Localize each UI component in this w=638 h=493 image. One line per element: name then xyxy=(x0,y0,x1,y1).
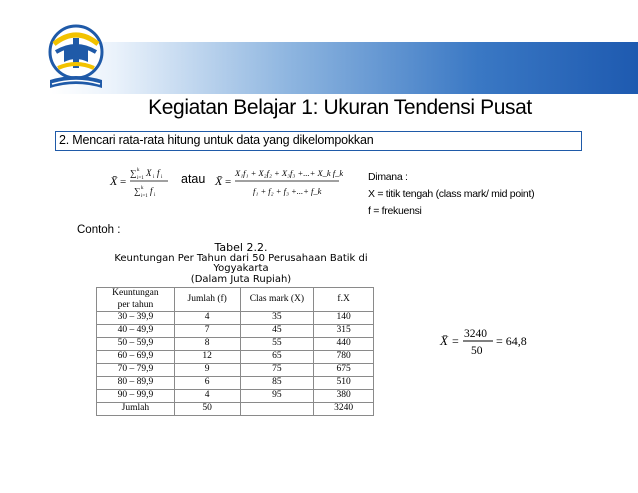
header-jumlah: Jumlah (f) xyxy=(174,288,240,312)
svg-text:X: X xyxy=(146,168,152,178)
svg-text:f₁ + f₂ + f₃ +...+ f_k: f₁ + f₂ + f₃ +...+ f_k xyxy=(253,186,322,196)
cell-x: 85 xyxy=(240,377,314,390)
frequency-table xyxy=(96,287,374,416)
svg-text:X̄: X̄ xyxy=(215,174,223,188)
table-row xyxy=(97,351,374,364)
result-numerator: 3240 xyxy=(464,328,487,340)
table-row xyxy=(97,338,374,351)
svg-text:∑: ∑ xyxy=(130,168,137,178)
cell-range: 60 – 69,9 xyxy=(97,351,175,364)
section-subtitle: 2. Mencari rata-rata hitung untuk data yang dikelompokkan xyxy=(55,131,582,151)
cell-fx: 510 xyxy=(314,377,374,390)
table-header-row xyxy=(97,288,374,312)
svg-text:i: i xyxy=(153,175,155,180)
mean-formula-sigma xyxy=(108,163,178,201)
svg-text:i=1: i=1 xyxy=(137,176,144,181)
cell-fx: 140 xyxy=(314,312,374,325)
result-denominator: 50 xyxy=(471,345,483,357)
header-keuntungan-line1: Keuntungan xyxy=(112,288,159,298)
cell-range: 40 – 49,9 xyxy=(97,325,175,338)
dimana-heading: Dimana : xyxy=(368,171,408,183)
total-label: Jumlah xyxy=(97,403,175,416)
university-logo-icon xyxy=(44,22,108,96)
cell-fx: 315 xyxy=(314,325,374,338)
cell-fx: 440 xyxy=(314,338,374,351)
cell-fx: 380 xyxy=(314,390,374,403)
svg-text:i: i xyxy=(161,175,163,180)
dimana-legend xyxy=(368,169,534,220)
mean-formula-expanded xyxy=(213,163,343,201)
cell-f: 4 xyxy=(174,390,240,403)
dimana-line-f: f = frekuensi xyxy=(368,205,422,217)
table-total-row xyxy=(97,403,374,416)
table-row xyxy=(97,364,374,377)
cell-f: 12 xyxy=(174,351,240,364)
cell-range: 80 – 89,9 xyxy=(97,377,175,390)
table-row xyxy=(97,390,374,403)
header-clas-mark: Clas mark (X) xyxy=(240,288,314,312)
table-subtitle-2: (Dalam Juta Rupiah) xyxy=(190,273,292,285)
cell-range: 30 – 39,9 xyxy=(97,312,175,325)
table-number: Tabel 2.2. xyxy=(214,241,268,254)
cell-x: 75 xyxy=(240,364,314,377)
cell-x: 45 xyxy=(240,325,314,338)
svg-text:i=1: i=1 xyxy=(141,194,148,199)
table-row xyxy=(97,377,374,390)
cell-fx: 780 xyxy=(314,351,374,364)
total-f: 50 xyxy=(174,403,240,416)
svg-text:X̄: X̄ xyxy=(440,333,448,348)
table-row xyxy=(97,325,374,338)
header-keuntungan-line2: per tahun xyxy=(117,299,154,310)
header-keuntungan xyxy=(97,288,175,312)
result-formula xyxy=(438,326,548,358)
atau-connector: atau xyxy=(181,172,206,186)
svg-text:f: f xyxy=(150,186,153,196)
svg-text:i: i xyxy=(154,193,156,198)
cell-f: 8 xyxy=(174,338,240,351)
dimana-line-x: X = titik tengah (class mark/ mid point) xyxy=(368,188,535,200)
table-caption xyxy=(96,243,386,285)
cell-x: 65 xyxy=(240,351,314,364)
cell-fx: 675 xyxy=(314,364,374,377)
svg-text:=: = xyxy=(225,176,232,188)
result-value: = 64,8 xyxy=(496,334,527,348)
cell-f: 7 xyxy=(174,325,240,338)
svg-text:X₁f₁ + X₂f₂ + X₃f₃ +...+ X_k f: X₁f₁ + X₂f₂ + X₃f₃ +...+ X_k f_k xyxy=(235,168,343,178)
svg-text:k: k xyxy=(141,186,144,191)
cell-range: 90 – 99,9 xyxy=(97,390,175,403)
cell-f: 4 xyxy=(174,312,240,325)
svg-text:X̄: X̄ xyxy=(110,174,118,188)
contoh-label: Contoh : xyxy=(77,224,121,236)
header-fx: f.X xyxy=(314,288,374,312)
svg-text:k: k xyxy=(137,168,140,173)
total-x xyxy=(240,403,314,416)
table-row xyxy=(97,312,374,325)
svg-text:∑: ∑ xyxy=(134,186,141,196)
svg-text:=: = xyxy=(452,334,459,348)
total-fx: 3240 xyxy=(314,403,374,416)
cell-range: 50 – 59,9 xyxy=(97,338,175,351)
table-subtitle-1: Keuntungan Per Tahun dari 50 Perusahaan Batik di Yogyakarta xyxy=(114,252,368,274)
svg-text:f: f xyxy=(157,168,160,178)
cell-x: 35 xyxy=(240,312,314,325)
cell-range: 70 – 79,9 xyxy=(97,364,175,377)
cell-f: 9 xyxy=(174,364,240,377)
cell-f: 6 xyxy=(174,377,240,390)
cell-x: 95 xyxy=(240,390,314,403)
svg-text:=: = xyxy=(120,176,127,188)
slide-title: Kegiatan Belajar 1: Ukuran Tendensi Pusat xyxy=(148,96,532,119)
cell-x: 55 xyxy=(240,338,314,351)
